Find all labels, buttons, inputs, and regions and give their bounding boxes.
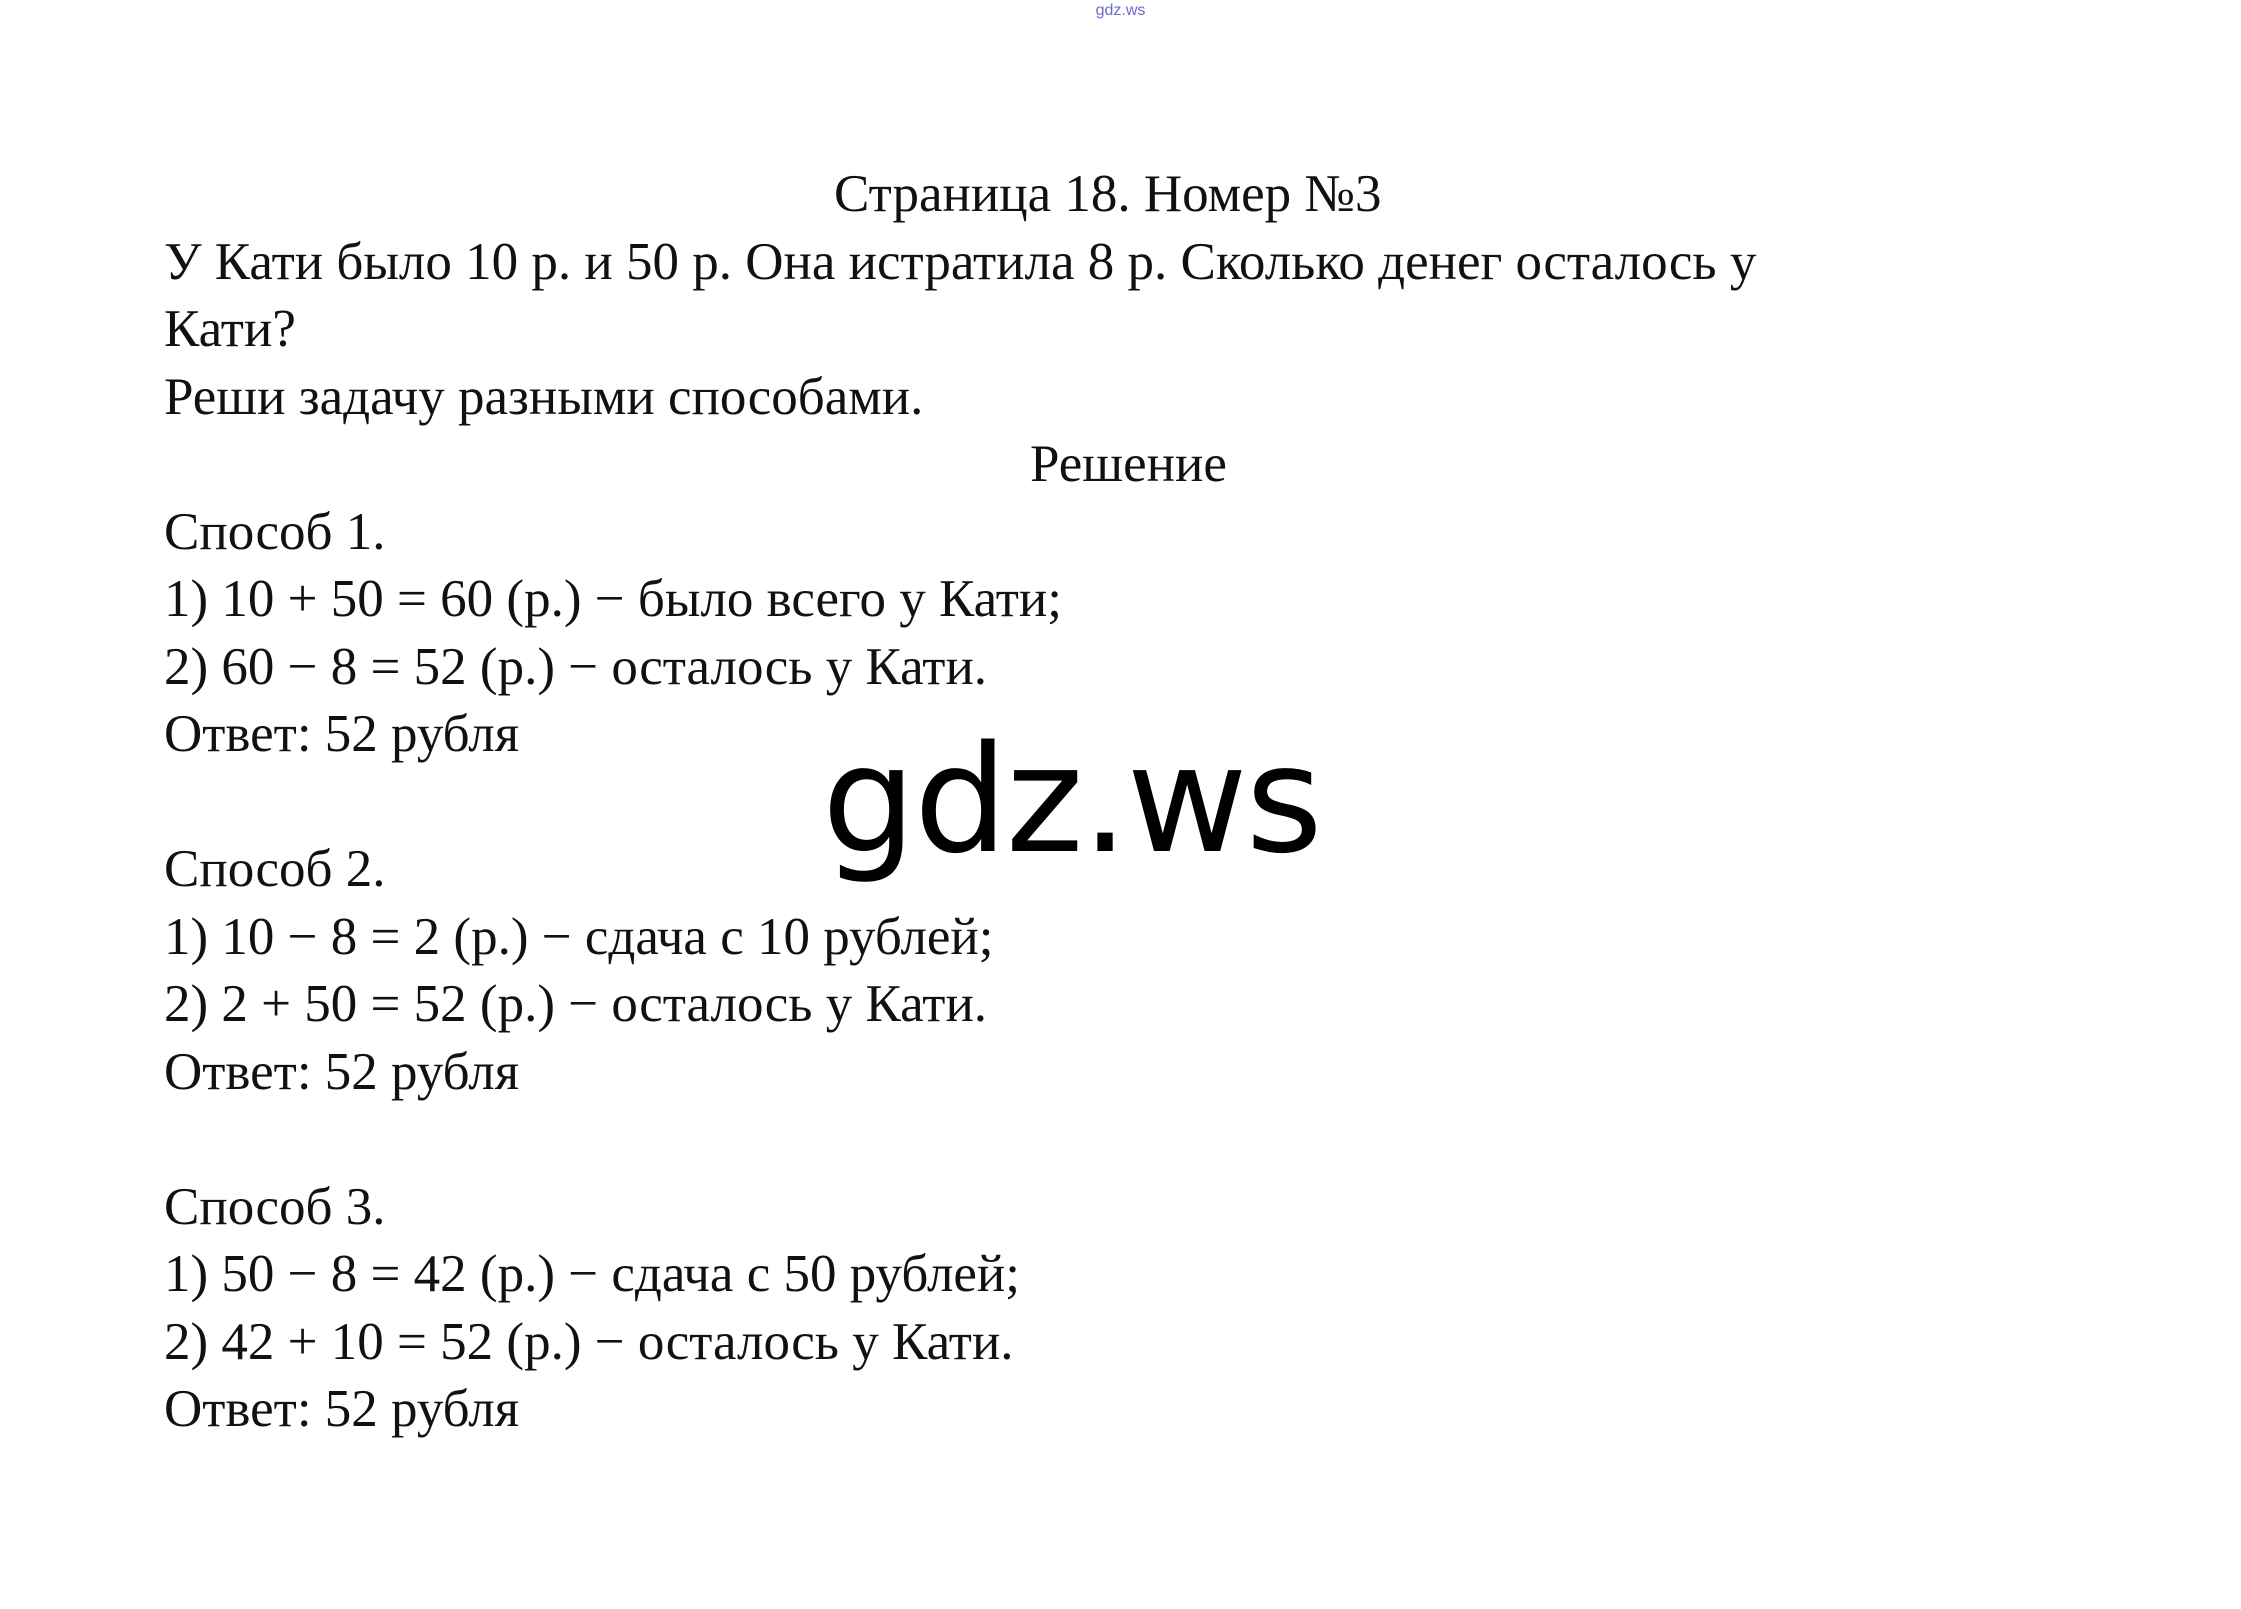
- spacer: [164, 1106, 2124, 1174]
- method-1-step-1: 1) 10 + 50 = 60 (р.) − было всего у Кати;: [164, 570, 1063, 628]
- method-2-step-2: 2) 2 + 50 = 52 (р.) − осталось у Кати.: [164, 975, 988, 1033]
- method-2-title: Способ 2.: [164, 840, 386, 898]
- method-1-step-2: 2) 60 − 8 = 52 (р.) − осталось у Кати.: [164, 637, 988, 696]
- solution-heading: Решение: [1030, 435, 1227, 493]
- site-watermark: gdz.ws: [822, 714, 1321, 886]
- top-watermark-text: gdz.ws: [1095, 2, 1146, 19]
- method-2-step-1: 1) 10 − 8 = 2 (р.) − сдача с 10 рублей;: [164, 907, 994, 966]
- problem-line-2: Кати?: [164, 300, 296, 358]
- method-1-title: Способ 1.: [164, 502, 386, 561]
- method-3-answer: Ответ: 52 рубля: [164, 1380, 520, 1438]
- method-3-step-2: 2) 42 + 10 = 52 (р.) − осталось у Кати.: [164, 1312, 1014, 1371]
- method-2-answer: Ответ: 52 рубля: [164, 1042, 520, 1101]
- method-3-step-1: 1) 50 − 8 = 42 (р.) − сдача с 50 рублей;: [164, 1245, 1021, 1303]
- problem-task: Реши задачу разными способами.: [164, 367, 924, 426]
- method-3-title: Способ 3.: [164, 1177, 386, 1236]
- page-title: Страница 18. Номер №3: [834, 165, 1382, 223]
- problem-line-1: У Кати было 10 р. и 50 р. Она истратила 8 р. Сколько денег осталось у: [164, 232, 1757, 291]
- method-1-answer: Ответ: 52 рубля: [164, 705, 520, 763]
